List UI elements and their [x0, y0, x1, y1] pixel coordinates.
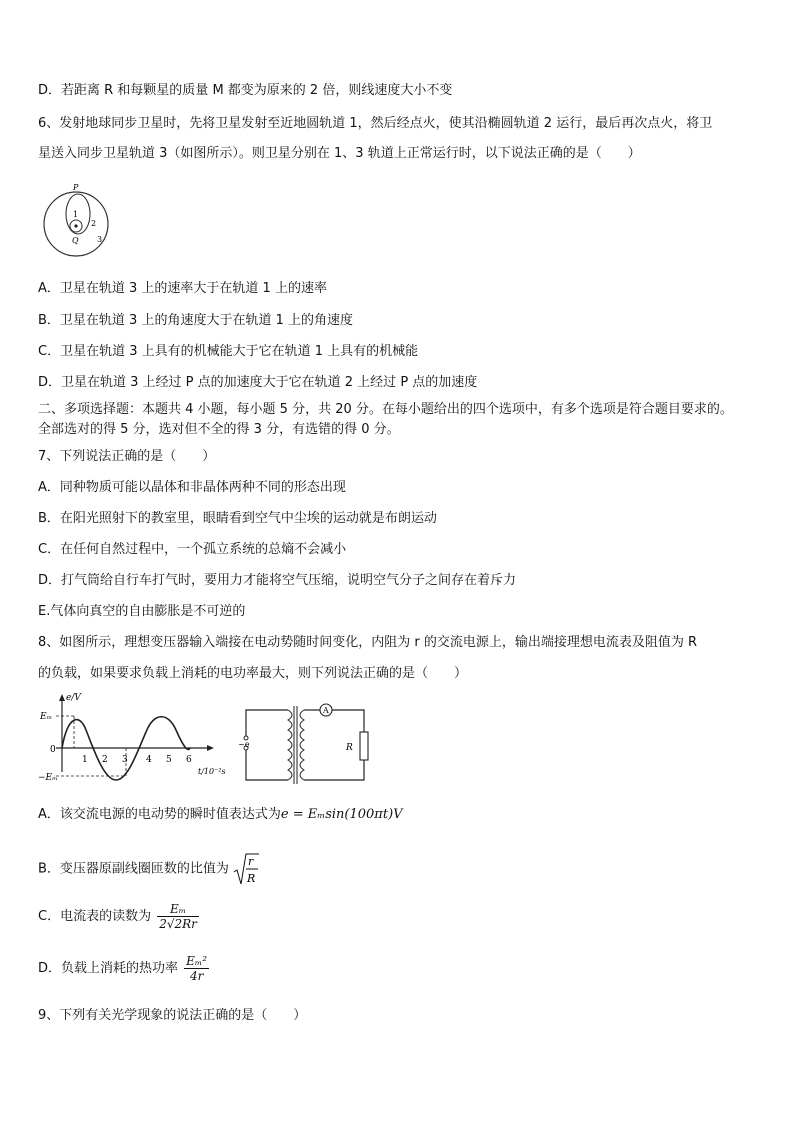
q8-option-d-text: D．负载上消耗的热功率	[38, 961, 179, 976]
section-2-heading-line-1: 二、多项选择题：本题共 4 小题，每小题 5 分，共 20 分。在每小题给出的四个选项中，有多个选项是符合题目要求的。	[38, 402, 733, 417]
section-2-heading-line-2: 全部选对的得 5 分，选对但不全的得 3 分，有选错的得 0 分。	[38, 422, 400, 437]
q5-option-d: D．若距离 R 和每颗星的质量 M 都变为原来的 2 倍，则线速度大小不变	[38, 83, 453, 98]
q8-option-d-numerator: Eₘ²	[186, 954, 208, 968]
transformer-circuit	[236, 702, 376, 786]
q6-option-b: B．卫星在轨道 3 上的角速度大于在轨道 1 上的角速度	[38, 313, 353, 328]
em-label: Eₘ	[40, 712, 53, 722]
q8-option-b	[38, 852, 259, 886]
x-axis-unit: t/10⁻²s	[198, 767, 226, 776]
orbit-1-label: 1	[73, 210, 79, 219]
x-tick-2: 2	[102, 755, 108, 765]
q9-stem: 9、下列有关光学现象的说法正确的是（ ）	[38, 1008, 307, 1023]
q7-option-c: C．在任何自然过程中，一个孤立系统的总熵不会减小	[38, 542, 347, 557]
q6-option-d: D．卫星在轨道 3 上经过 P 点的加速度大于它在轨道 2 上经过 P 点的加速度	[38, 375, 478, 390]
orbit-diagram	[40, 180, 120, 260]
point-q-label: Q	[72, 236, 79, 245]
emf-time-graph	[38, 690, 238, 785]
q8-option-d	[38, 954, 211, 984]
q7-option-e: E.气体向真空的自由膨胀是不可逆的	[38, 604, 246, 619]
sqrt-symbol	[233, 852, 259, 886]
x-tick-4: 4	[146, 755, 152, 765]
neg-em-label: −Eₘ	[38, 773, 58, 783]
q8-option-c-denominator: 2√2Rr	[159, 917, 197, 931]
q8-option-a	[38, 806, 403, 824]
q8-option-b-text: B．变压器原副线圈匝数的比值为	[38, 861, 229, 877]
resistor-label: R	[346, 743, 353, 753]
y-axis-label: e/V	[66, 693, 81, 703]
q8-stem-line-2: 的负载，如果要求负载上消耗的电功率最大，则下列说法正确的是（ ）	[38, 666, 468, 681]
q7-option-b: B．在阳光照射下的教室里，眼睛看到空气中尘埃的运动就是布朗运动	[38, 511, 437, 526]
q8-option-d-denominator: 4r	[189, 969, 204, 983]
q6-option-c: C．卫星在轨道 3 上具有的机械能大于它在轨道 1 上具有的机械能	[38, 344, 419, 359]
q8-stem-line-1: 8、如图所示，理想变压器输入端接在电动势随时间变化，内阻为 r 的交流电源上，输出端接理想电流表及阻值为 R	[38, 635, 698, 650]
q8-option-b-numerator: r	[248, 855, 254, 868]
x-tick-3: 3	[122, 755, 128, 765]
q7-stem: 7、下列说法正确的是（ ）	[38, 449, 216, 464]
q8-option-c-numerator: Eₘ	[157, 902, 199, 917]
q6-option-a: A．卫星在轨道 3 上的速率大于在轨道 1 上的速率	[38, 281, 327, 296]
q7-option-d: D．打气筒给自行车打气时，要用力才能将空气压缩，说明空气分子之间存在着斥力	[38, 573, 517, 588]
x-tick-5: 5	[166, 755, 172, 765]
orbit-3-label: 3	[97, 235, 103, 244]
origin-label: 0	[50, 745, 56, 755]
ammeter-label: A	[323, 706, 329, 715]
x-tick-1: 1	[82, 755, 88, 765]
q8-option-b-denominator: R	[247, 872, 256, 885]
q8-option-c-text: C．电流表的读数为	[38, 909, 152, 924]
q7-option-a: A．同种物质可能以晶体和非晶体两种不同的形态出现	[38, 480, 346, 495]
q8-option-a-text: A．该交流电源的电动势的瞬时值表达式为	[38, 807, 281, 822]
x-tick-6: 6	[186, 755, 192, 765]
q8-option-c	[38, 902, 201, 932]
q6-stem-line-2: 星送入同步卫星轨道 3（如图所示）。则卫星分别在 1、3 轨道上正常运行时，以下说法正确的是（ ）	[38, 146, 641, 161]
point-p-label: P	[73, 183, 79, 192]
source-label: ~e	[238, 740, 250, 749]
q6-stem-line-1: 6、发射地球同步卫星时，先将卫星发射至近地圆轨道 1，然后经点火，使其沿椭圆轨道 2 运行，最后再次点火，将卫	[38, 116, 713, 131]
orbit-2-label: 2	[91, 219, 97, 228]
q8-option-a-expression: e = Eₘsin(100πt)V	[280, 807, 403, 822]
